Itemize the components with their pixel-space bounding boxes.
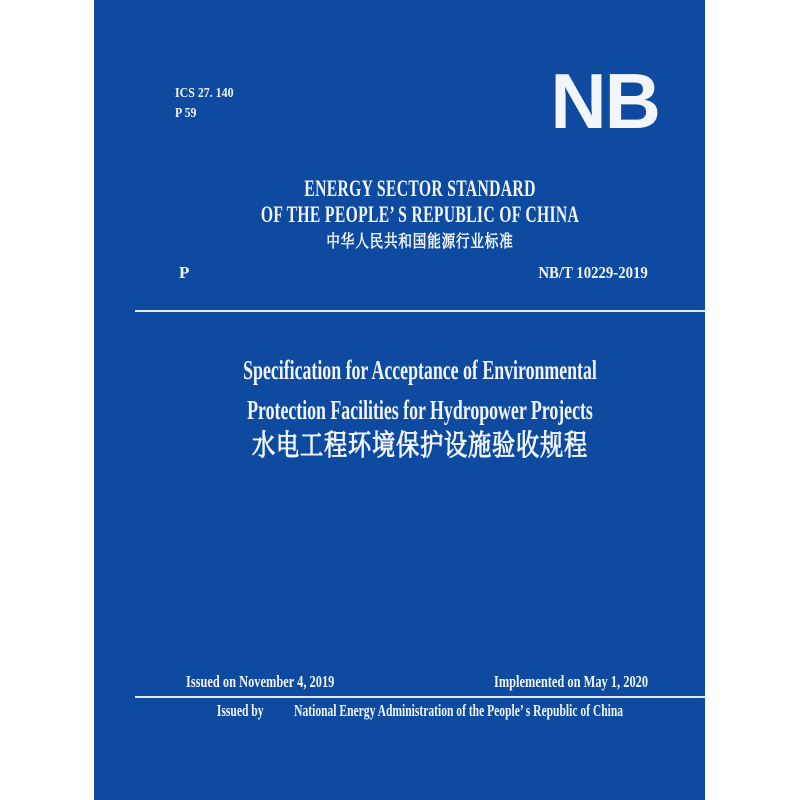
doc-class-letter: P bbox=[179, 263, 190, 282]
title-zh: 水电工程环境保护设施验收规程 bbox=[251, 430, 589, 462]
standard-title bbox=[135, 350, 705, 464]
ics-classification-block bbox=[175, 84, 234, 124]
standard-number: NB/T 10229-2019 bbox=[538, 263, 648, 282]
standard-header bbox=[135, 176, 705, 254]
issued-by-row bbox=[216, 701, 624, 721]
class-number-row bbox=[135, 263, 705, 283]
issued-by-label: Issued by bbox=[216, 701, 264, 720]
title-en-line1: Specification for Acceptance of Environmental bbox=[243, 355, 597, 385]
header-en-line1: ENERGY SECTOR STANDARD bbox=[304, 176, 536, 201]
header-zh: 中华人民共和国能源行业标准 bbox=[326, 232, 514, 251]
standard-cover bbox=[94, 0, 705, 800]
ics-code: ICS 27. 140 bbox=[175, 86, 234, 101]
header-en-line2: OF THE PEOPLE’ S REPUBLIC OF CHINA bbox=[260, 202, 580, 227]
issued-date: Issued on November 4, 2019 bbox=[186, 672, 335, 691]
bottom-divider-line bbox=[135, 696, 705, 698]
dates-row bbox=[135, 672, 705, 692]
top-divider-line bbox=[135, 310, 705, 312]
implemented-date: Implemented on May 1, 2020 bbox=[493, 672, 648, 691]
issuer-name: National Energy Administration of the People’ s Republic of China bbox=[294, 701, 624, 720]
classification-code: P 59 bbox=[175, 106, 197, 121]
nb-logo: NB bbox=[550, 57, 659, 145]
title-en-line2: Protection Facilities for Hydropower Projects bbox=[247, 395, 593, 425]
